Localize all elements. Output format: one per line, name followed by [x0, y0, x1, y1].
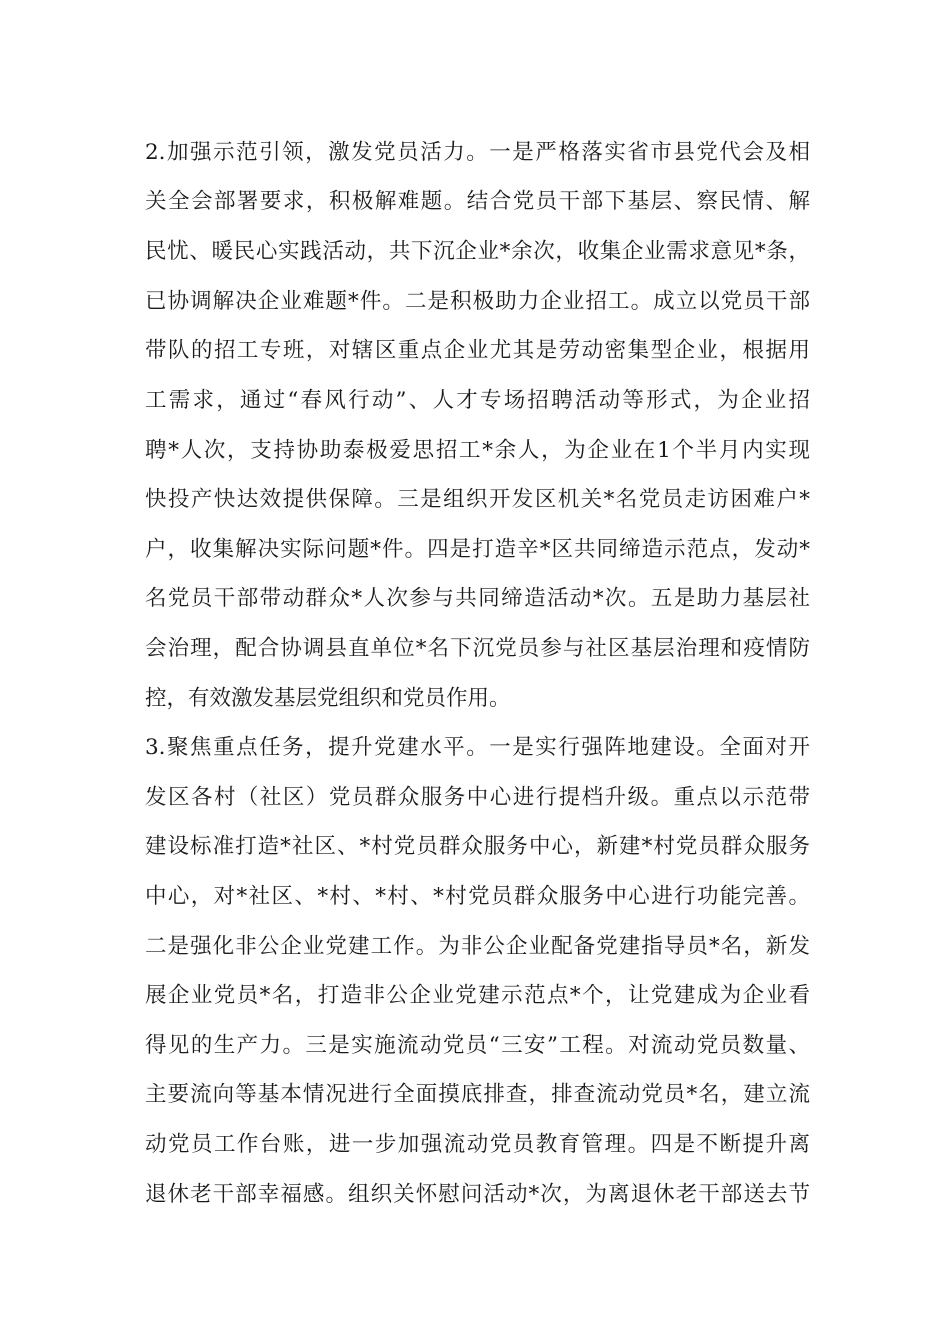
paragraph-line: 退休老干部幸福感。组织关怀慰问活动*次，为离退休老干部送去节: [145, 1182, 810, 1207]
paragraph-line: 聘*人次，支持协助泰极爱思招工*余人，为企业在1个半月内实现: [145, 438, 810, 463]
paragraph-line: 控，有效激发基层党组织和党员作用。: [145, 686, 511, 711]
paragraph-line: 3.聚焦重点任务，提升党建水平。一是实行强阵地建设。全面对开: [145, 735, 810, 760]
paragraph-line: 名党员干部带动群众*人次参与共同缔造活动*次。五是助力基层社: [145, 586, 810, 611]
paragraph-line: 2.加强示范引领，激发党员活力。一是严格落实省市县党代会及相: [145, 140, 810, 165]
paragraph-line: 会治理，配合协调县直单位*名下沉党员参与社区基层治理和疫情防: [145, 636, 810, 661]
paragraph-line: 关全会部署要求，积极解难题。结合党员干部下基层、察民情、解: [145, 189, 810, 214]
paragraph-line: 工需求，通过“春风行动”、人才专场招聘活动等形式，为企业招: [145, 388, 810, 413]
paragraph-line: 主要流向等基本情况进行全面摸底排查，排查流动党员*名，建立流: [145, 1082, 810, 1107]
paragraph-line: 带队的招工专班，对辖区重点企业尤其是劳动密集型企业，根据用: [145, 338, 810, 363]
paragraph-line: 展企业党员*名，打造非公企业党建示范点*个，让党建成为企业看: [145, 983, 810, 1008]
paragraph-line: 快投产快达效提供保障。三是组织开发区机关*名党员走访困难户*: [145, 487, 810, 512]
paragraph-line: 动党员工作台账，进一步加强流动党员教育管理。四是不断提升离: [145, 1132, 810, 1157]
paragraph-line: 户，收集解决实际问题*件。四是打造辛*区共同缔造示范点，发动*: [145, 537, 810, 562]
paragraph-line: 二是强化非公企业党建工作。为非公企业配备党建指导员*名，新发: [145, 934, 810, 959]
paragraph-line: 得见的生产力。三是实施流动党员“三安”工程。对流动党员数量、: [145, 1033, 810, 1058]
paragraph-line: 发区各村（社区）党员群众服务中心进行提档升级。重点以示范带: [145, 785, 810, 810]
paragraph-line: 中心，对*社区、*村、*村、*村党员群众服务中心进行功能完善。: [145, 884, 810, 909]
paragraph-line: 建设标准打造*社区、*村党员群众服务中心，新建*村党员群众服务: [145, 834, 810, 859]
paragraph-line: 民忧、暖民心实践活动，共下沉企业*余次，收集企业需求意见*条，: [145, 239, 810, 264]
paragraph-line: 已协调解决企业难题*件。二是积极助力企业招工。成立以党员干部: [145, 289, 810, 314]
